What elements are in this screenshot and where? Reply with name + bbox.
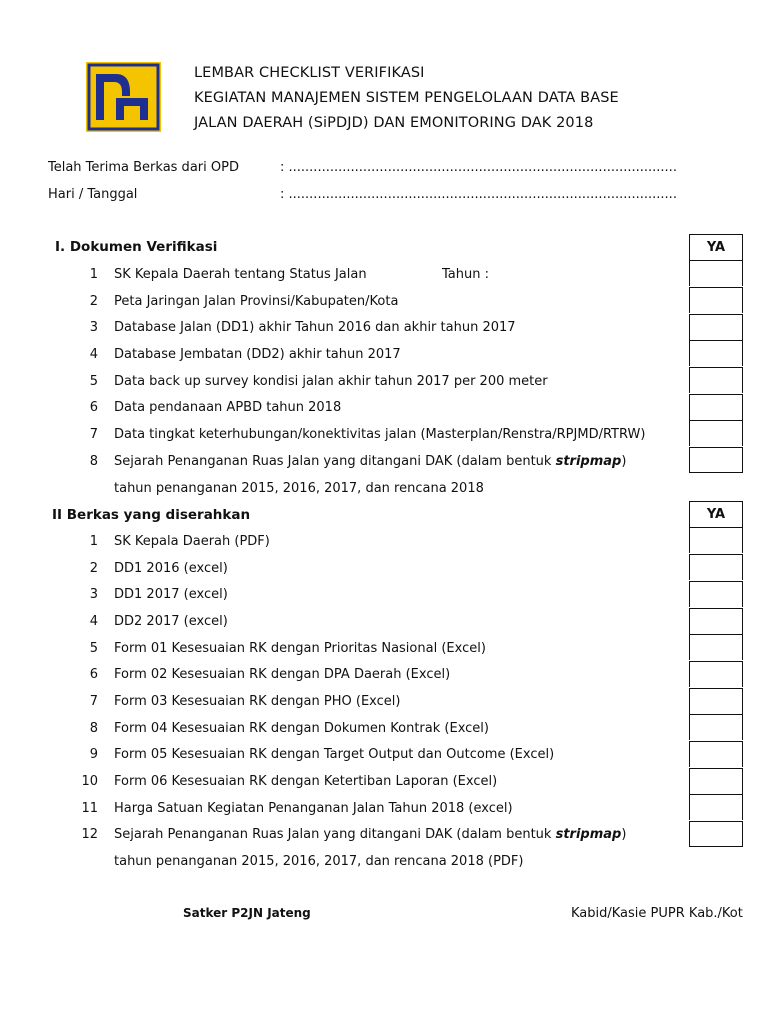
section-1-checkbox-5[interactable]	[689, 367, 743, 393]
list-item-number: 5	[89, 641, 98, 656]
field-label-date: Hari / Tanggal	[48, 187, 138, 202]
section-2-checkbox-6[interactable]	[689, 661, 743, 687]
list-item	[114, 827, 626, 842]
section-1-title: I. Dokumen Verifikasi	[55, 239, 218, 255]
list-item-text: Sejarah Penanganan Ruas Jalan yang ditangani DAK (dalam bentuk	[114, 454, 556, 469]
list-item: DD1 2016 (excel)	[114, 561, 228, 576]
list-item: Form 05 Kesesuaian RK dengan Target Output dan Outcome (Excel)	[114, 747, 555, 762]
section-1-checkbox-1[interactable]	[689, 260, 743, 286]
ya-label: YA	[706, 240, 726, 255]
list-item: SK Kepala Daerah tentang Status Jalan	[114, 267, 367, 282]
section-2-checkbox-8[interactable]	[689, 714, 743, 740]
list-item-number: 9	[89, 747, 98, 762]
section-1-checkbox-7[interactable]	[689, 420, 743, 446]
stripmap-emphasis: stripmap	[555, 454, 622, 469]
list-item-text: Sejarah Penanganan Ruas Jalan yang ditangani DAK (dalam bentuk	[114, 827, 556, 842]
section-2-checkbox-2[interactable]	[689, 554, 743, 580]
header-line-1: LEMBAR CHECKLIST VERIFIKASI	[194, 65, 425, 81]
list-item: Form 02 Kesesuaian RK dengan DPA Daerah (Excel)	[114, 667, 451, 682]
section-1-checkbox-4[interactable]	[689, 340, 743, 366]
section-2-checkbox-9[interactable]	[689, 741, 743, 767]
list-item-number: 5	[89, 374, 98, 389]
section-2-checkbox-1[interactable]	[689, 527, 743, 553]
list-item-number: 1	[89, 534, 98, 549]
section-1-checkbox-3[interactable]	[689, 314, 743, 340]
list-item: Data pendanaan APBD tahun 2018	[114, 400, 342, 415]
list-item: Form 03 Kesesuaian RK dengan PHO (Excel)	[114, 694, 401, 709]
list-item-number: 7	[89, 694, 98, 709]
list-item: Harga Satuan Kegiatan Penanganan Jalan Tahun 2018 (excel)	[114, 801, 513, 816]
field-value-opd: : ..............................................................................................	[280, 160, 677, 175]
section-1-checkbox-8[interactable]	[689, 447, 743, 473]
list-item: Form 01 Kesesuaian RK dengan Prioritas Nasional (Excel)	[114, 641, 486, 656]
list-item-number: 8	[89, 721, 98, 736]
list-item-number: 7	[89, 427, 98, 442]
section-2-ya-header	[689, 501, 743, 527]
section-2-title: II Berkas yang diserahkan	[52, 507, 251, 523]
list-item-number: 3	[89, 587, 98, 602]
list-item-text-end: )	[621, 827, 627, 842]
list-item-number: 8	[89, 454, 98, 469]
list-item-continuation: tahun penanganan 2015, 2016, 2017, dan rencana 2018 (PDF)	[114, 854, 524, 869]
list-item-continuation: tahun penanganan 2015, 2016, 2017, dan rencana 2018	[114, 481, 484, 496]
tahun-label: Tahun :	[442, 267, 489, 282]
list-item: DD2 2017 (excel)	[114, 614, 228, 629]
list-item-number: 4	[89, 614, 98, 629]
list-item-number: 12	[81, 827, 98, 842]
header-line-2: KEGIATAN MANAJEMEN SISTEM PENGELOLAAN DATA BASE	[194, 90, 619, 106]
list-item: Database Jalan (DD1) akhir Tahun 2016 dan akhir tahun 2017	[114, 320, 516, 335]
section-1-checkbox-2[interactable]	[689, 287, 743, 313]
list-item-number: 3	[89, 320, 98, 335]
list-item: Data tingkat keterhubungan/konektivitas jalan (Masterplan/Renstra/RPJMD/RTRW)	[114, 427, 646, 442]
list-item-number: 6	[89, 400, 98, 415]
section-1-ya-header	[689, 234, 743, 260]
section-2-checkbox-11[interactable]	[689, 794, 743, 820]
section-2-checkbox-10[interactable]	[689, 768, 743, 794]
section-1-checkbox-6[interactable]	[689, 394, 743, 420]
section-2-checkbox-12[interactable]	[689, 821, 743, 847]
signature-right: Kabid/Kasie PUPR Kab./Kot	[571, 906, 743, 921]
list-item: Form 04 Kesesuaian RK dengan Dokumen Kontrak (Excel)	[114, 721, 489, 736]
list-item: DD1 2017 (excel)	[114, 587, 228, 602]
list-item-number: 10	[81, 774, 98, 789]
list-item-number: 1	[89, 267, 98, 282]
list-item	[114, 454, 626, 469]
pupr-logo	[86, 62, 161, 132]
list-item: Peta Jaringan Jalan Provinsi/Kabupaten/Kota	[114, 294, 399, 309]
stripmap-emphasis: stripmap	[555, 827, 622, 842]
list-item-number: 4	[89, 347, 98, 362]
list-item-text-end: )	[621, 454, 627, 469]
list-item: SK Kepala Daerah (PDF)	[114, 534, 270, 549]
section-2-checkbox-3[interactable]	[689, 581, 743, 607]
list-item-number: 11	[81, 801, 98, 816]
section-2-checkbox-4[interactable]	[689, 608, 743, 634]
header-line-3: JALAN DAERAH (SiPDJD) DAN EMONITORING DAK 2018	[194, 115, 594, 131]
list-item: Database Jembatan (DD2) akhir tahun 2017	[114, 347, 401, 362]
list-item: Data back up survey kondisi jalan akhir tahun 2017 per 200 meter	[114, 374, 548, 389]
ya-label: YA	[706, 507, 726, 522]
section-2-checkbox-7[interactable]	[689, 688, 743, 714]
list-item-number: 6	[89, 667, 98, 682]
section-2-checkbox-5[interactable]	[689, 634, 743, 660]
list-item-number: 2	[89, 561, 98, 576]
list-item: Form 06 Kesesuaian RK dengan Ketertiban Laporan (Excel)	[114, 774, 498, 789]
field-label-opd: Telah Terima Berkas dari OPD	[48, 160, 239, 175]
signature-left: Satker P2JN Jateng	[183, 906, 311, 920]
list-item-number: 2	[89, 294, 98, 309]
field-value-date: : ..............................................................................................	[280, 187, 677, 202]
